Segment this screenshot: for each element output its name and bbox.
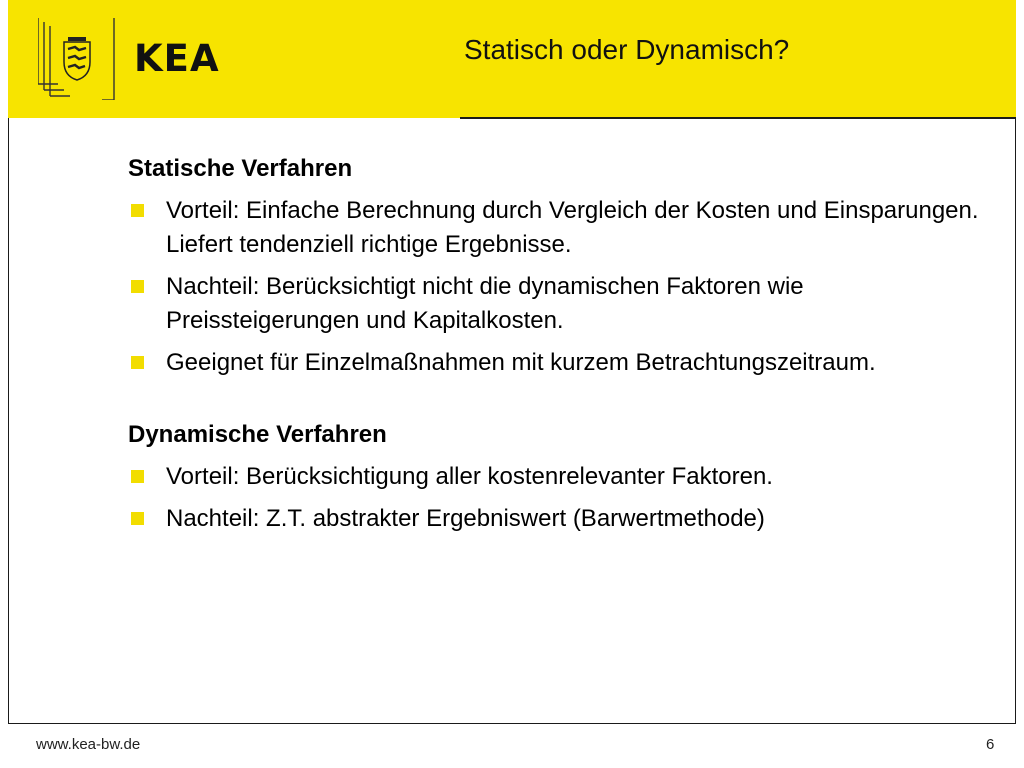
square-bullet-icon: [131, 512, 144, 525]
footer-url: www.kea-bw.de: [36, 736, 141, 753]
page-number: 6: [986, 736, 995, 753]
bullet-text: Nachteil: Berücksichtigt nicht die dynamischen Faktoren wie Preissteigerungen und Kapitalkosten.: [166, 273, 804, 334]
section-dynamic: [128, 418, 988, 536]
list-item: [128, 460, 988, 494]
section-heading: Statische Verfahren: [128, 155, 353, 182]
list-item: [128, 270, 988, 338]
bullet-text: Vorteil: Berücksichtigung aller kostenrelevanter Faktoren.: [166, 463, 773, 490]
bullet-text: Vorteil: Einfache Berechnung durch Vergleich der Kosten und Einsparungen. Liefert tendenziell richtige Ergebnisse.: [166, 197, 979, 258]
list-item: [128, 346, 988, 380]
bullet-text: Geeignet für Einzelmaßnahmen mit kurzem Betrachtungszeitraum.: [166, 349, 876, 376]
square-bullet-icon: [131, 356, 144, 369]
section-spacer: [128, 388, 988, 418]
slide-title: Statisch oder Dynamisch?: [464, 34, 790, 65]
bullet-text: Nachteil: Z.T. abstrakter Ergebniswert (Barwertmethode): [166, 505, 765, 532]
frame-top-line: [460, 117, 1016, 119]
section-static: [128, 152, 988, 380]
coat-of-arms-icon: [64, 37, 90, 80]
square-bullet-icon: [131, 280, 144, 293]
list-item: [128, 502, 988, 536]
bullet-list: [128, 194, 988, 380]
list-item: [128, 194, 988, 262]
brand-logotype: KEA: [134, 37, 220, 80]
section-heading: Dynamische Verfahren: [128, 421, 387, 448]
square-bullet-icon: [131, 204, 144, 217]
bullet-list: [128, 460, 988, 536]
slide-content: [128, 152, 988, 544]
square-bullet-icon: [131, 470, 144, 483]
